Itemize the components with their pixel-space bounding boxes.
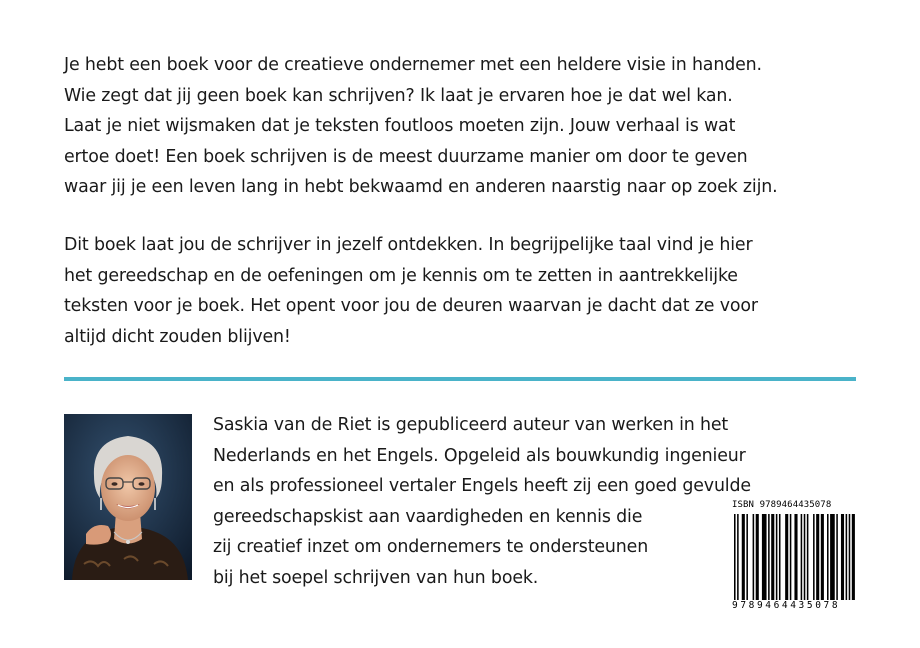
barcode-bar: [804, 514, 806, 600]
intro-line: Je hebt een boek voor de creatieve ondernemer met een heldere visie in handen.: [64, 55, 762, 75]
barcode-bar: [785, 514, 788, 600]
barcode-bar: [813, 514, 815, 600]
barcode-bar: [841, 514, 844, 600]
bio-line: Saskia van de Riet is gepubliceerd auteur van werken in het: [213, 415, 729, 435]
barcode-bar: [746, 514, 748, 600]
bio-line: en als professioneel vertaler Engels heeft zij een goed gevulde: [213, 476, 751, 496]
barcode-bar: [768, 514, 770, 600]
barcode-bar: [779, 514, 781, 600]
barcode-bar: [846, 514, 848, 600]
bio-line: zij creatief inzet om ondernemers te ondersteunen: [213, 537, 649, 557]
barcode-bars: [732, 514, 856, 600]
barcode-bar: [801, 514, 803, 600]
barcode-bar: [742, 514, 745, 600]
intro-line: Laat je niet wijsmaken dat je teksten foutloos moeten zijn. Jouw verhaal is wat: [64, 116, 736, 136]
summary-line: teksten voor je boek. Het opent voor jou de deuren waarvan je dacht dat ze voor: [64, 296, 758, 316]
barcode-bar: [790, 514, 792, 600]
intro-line: Wie zegt dat jij geen boek kan schrijven? Ik laat je ervaren hoe je dat wel kan.: [64, 85, 733, 106]
barcode-bar: [771, 514, 774, 600]
summary-paragraph: [64, 230, 758, 352]
barcode-bar: [807, 514, 809, 600]
barcode-bar: [836, 514, 838, 600]
barcode-digits: 9789464435078: [732, 600, 841, 611]
bio-line: bij het soepel schrijven van hun boek.: [213, 567, 539, 588]
intro-line: ertoe doet! Een boek schrijven is de meest duurzame manier om door te geven: [64, 146, 748, 167]
summary-line: Dit boek laat jou de schrijver in jezelf ontdekken. In begrijpelijke taal vind je hier: [64, 235, 753, 255]
barcode-bar: [827, 514, 829, 600]
bio-line: gereedschapskist aan vaardigheden en kennis die: [213, 506, 643, 527]
barcode-bar: [753, 514, 755, 600]
barcode-bar: [776, 514, 778, 600]
barcode-bar: [849, 514, 851, 600]
barcode-bar: [794, 514, 797, 600]
section-divider: [64, 377, 856, 381]
intro-line: waar jij je een leven lang in hebt bekwaamd en anderen naarstig naar op zoek zijn.: [64, 177, 778, 197]
barcode-bar: [762, 514, 767, 600]
author-portrait: [64, 414, 192, 580]
summary-line: altijd dicht zouden blijven!: [64, 326, 291, 347]
author-bio: [213, 410, 751, 593]
isbn-label: ISBN 9789464435078: [732, 500, 832, 510]
bio-line: Nederlands en het Engels. Opgeleid als bouwkundig ingenieur: [213, 445, 746, 466]
barcode-bar: [852, 514, 855, 600]
barcode-bar: [734, 514, 736, 600]
barcode-bar: [737, 514, 739, 600]
barcode-bar: [821, 514, 824, 600]
barcode-bar: [816, 514, 819, 600]
intro-paragraph: [64, 50, 778, 203]
summary-line: het gereedschap en de oefeningen om je kennis om te zetten in aantrekkelijke: [64, 265, 738, 286]
barcode-bar: [756, 514, 759, 600]
isbn-barcode: [732, 500, 856, 618]
barcode-bar: [830, 514, 835, 600]
